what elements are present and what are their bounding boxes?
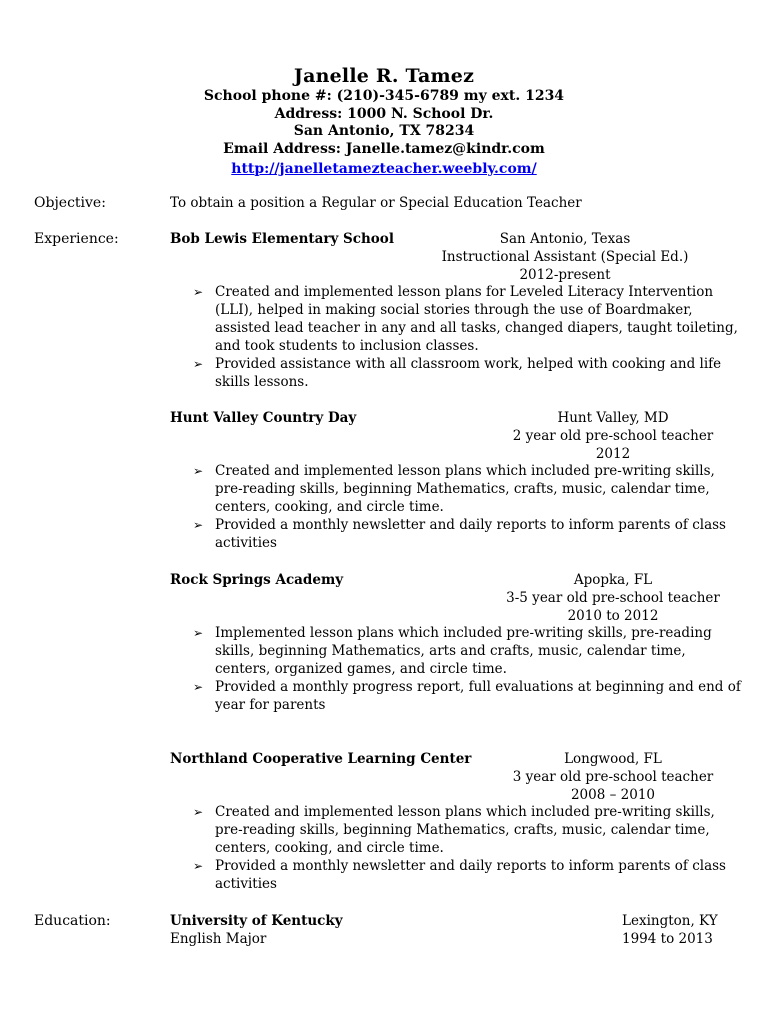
- education-major: English Major: [170, 931, 267, 947]
- objective-text: To obtain a position a Regular or Special Education Teacher: [170, 195, 582, 211]
- arrow-bullet-icon: ➢: [193, 626, 204, 640]
- list-item: ➢ Provided a monthly newsletter and daily reports to inform parents of class activities: [193, 858, 726, 892]
- street-address: Address: 1000 N. School Dr.: [274, 105, 494, 122]
- resume-header: [0, 64, 768, 179]
- list-item: ➢ Implemented lesson plans which included pre-writing skills, pre-reading skills, beginning Mathematics, arts and crafts, music, calendar time, centers, organized games, and circle time.: [193, 625, 712, 677]
- education-school: University of Kentucky: [170, 913, 343, 929]
- objective-label: Objective:: [34, 195, 106, 211]
- list-item: ➢ Provided a monthly newsletter and daily reports to inform parents of class activities: [193, 517, 726, 551]
- job-dates: 2012-present: [519, 267, 611, 283]
- job-details: [488, 409, 738, 463]
- job-employer: Hunt Valley Country Day: [170, 410, 357, 426]
- school-phone: School phone #: (210)-345-6789 my ext. 1234: [203, 88, 565, 104]
- list-item: ➢ Created and implemented lesson plans which included pre-writing skills, pre-reading skills, beginning Mathematics, crafts, music, calendar time, centers, cooking, and circle time.: [193, 804, 715, 856]
- education-location: Lexington, KY: [622, 913, 718, 929]
- job-location: Hunt Valley, MD: [557, 410, 669, 426]
- list-item: ➢ Created and implemented lesson plans which included pre-writing skills, pre-reading skills, beginning Mathematics, crafts, music, calendar time, centers, cooking, and circle time.: [193, 463, 715, 515]
- job-employer: Northland Cooperative Learning Center: [170, 751, 472, 767]
- job-dates: 2008 – 2010: [570, 787, 656, 803]
- job-location: San Antonio, Texas: [499, 231, 631, 247]
- list-item: ➢ Provided assistance with all classroom work, helped with cooking and life skills lessons.: [193, 356, 722, 390]
- job-bullets: [193, 462, 745, 552]
- arrow-bullet-icon: ➢: [193, 285, 204, 299]
- job-role: Instructional Assistant (Special Ed.): [441, 249, 689, 265]
- job-bullets: [193, 283, 745, 391]
- experience-label: Experience:: [34, 231, 119, 247]
- job-details: [488, 571, 738, 625]
- list-item: ➢ Created and implemented lesson plans for Leveled Literacy Intervention (LLI), helped in making social stories through the use of Boardmaker, assisted lead teacher in any and all tasks, changed diapers, taught toileting, and took students to inclusion classes.: [193, 284, 738, 354]
- arrow-bullet-icon: ➢: [193, 680, 204, 694]
- list-item: ➢ Provided a monthly progress report, full evaluations at beginning and end of year for parents: [193, 679, 741, 713]
- job-location: Longwood, FL: [564, 751, 662, 767]
- job-role: 3-5 year old pre-school teacher: [506, 590, 720, 606]
- arrow-bullet-icon: ➢: [193, 518, 204, 532]
- job-employer: Rock Springs Academy: [170, 572, 344, 588]
- job-role: 2 year old pre-school teacher: [512, 428, 714, 444]
- city-state-zip: San Antonio, TX 78234: [293, 123, 475, 139]
- website-link[interactable]: http://janelletamezteacher.weebly.com/: [231, 161, 537, 177]
- arrow-bullet-icon: ➢: [193, 859, 204, 873]
- job-employer: Bob Lewis Elementary School: [170, 231, 394, 247]
- arrow-bullet-icon: ➢: [193, 464, 204, 478]
- arrow-bullet-icon: ➢: [193, 805, 204, 819]
- job-role: 3 year old pre-school teacher: [512, 769, 714, 785]
- job-bullets: [193, 624, 745, 714]
- job-details: [488, 750, 738, 804]
- education-label: Education:: [34, 913, 111, 929]
- job-dates: 2012: [595, 446, 631, 462]
- job-location: Apopka, FL: [573, 572, 653, 588]
- education-dates: 1994 to 2013: [622, 931, 713, 947]
- job-dates: 2010 to 2012: [567, 608, 659, 624]
- job-details: [440, 230, 690, 284]
- email-address: Email Address: Janelle.tamez@kindr.com: [223, 140, 545, 157]
- job-bullets: [193, 803, 745, 893]
- arrow-bullet-icon: ➢: [193, 357, 204, 371]
- candidate-name: Janelle R. Tamez: [293, 65, 475, 87]
